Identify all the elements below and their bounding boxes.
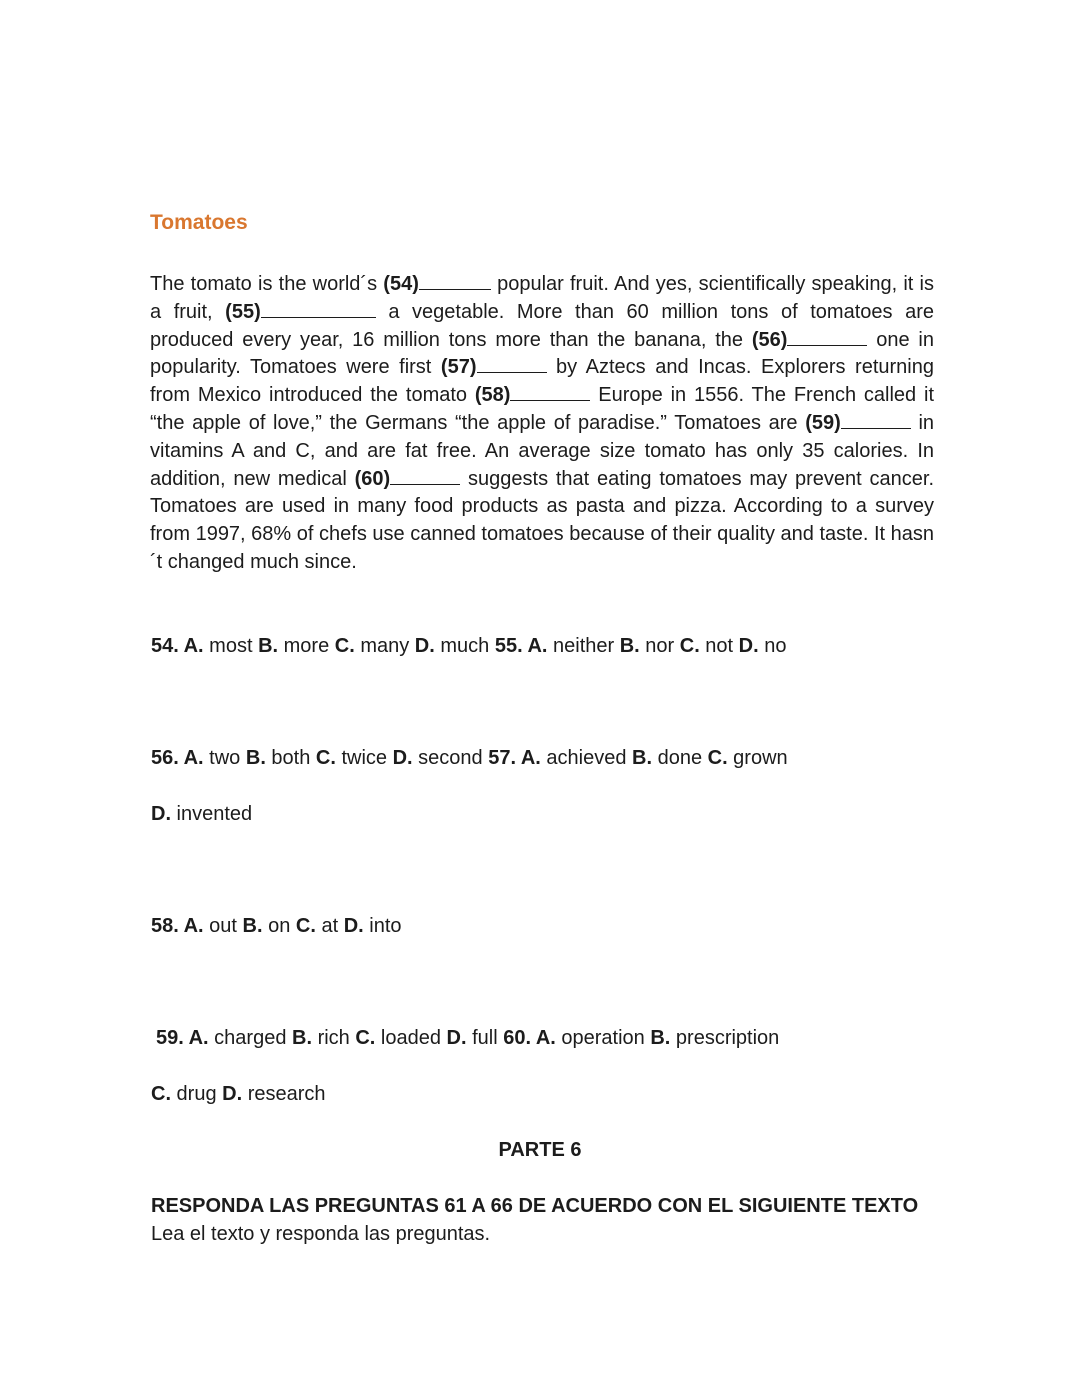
option-letter: D. — [222, 1083, 243, 1105]
answer-blank — [390, 467, 460, 485]
option-word: loaded — [375, 1027, 447, 1049]
option-letter: B. — [619, 635, 640, 657]
option-word: many — [354, 635, 415, 657]
option-letter: C. — [679, 635, 700, 657]
answer-blank — [477, 355, 547, 373]
options-59-60 — [156, 1027, 779, 1050]
option-word: no — [758, 635, 787, 657]
passage-segment: one in popularity. Tomatoes were first — [150, 328, 934, 379]
option-letter: B. — [242, 915, 263, 937]
option-word: much — [434, 635, 495, 657]
option-letter: D. — [738, 635, 759, 657]
option-word: neither — [547, 635, 620, 657]
instruction-text: Lea el texto y responda las preguntas. — [151, 1223, 491, 1245]
option-letter: 56. A. — [151, 747, 204, 769]
blank-number: (59) — [805, 411, 841, 434]
option-letter: D. — [392, 747, 413, 769]
option-letter: B. — [258, 635, 279, 657]
option-letter: 54. A. — [151, 635, 204, 657]
option-word: charged — [208, 1027, 293, 1049]
option-letter: B. — [245, 747, 266, 769]
option-letter: B. — [632, 747, 653, 769]
instruction-heading: RESPONDA LAS PREGUNTAS 61 A 66 DE ACUERDO CON EL SIGUIENTE TEXTO — [151, 1195, 919, 1217]
passage-segment: suggests that eating tomatoes may prevent cancer. Tomatoes are used in many food products as pasta and pizza. According to a survey from 1997, 68% of chefs use canned tomatoes because of their quality and taste. It hasn´t changed much since. — [150, 467, 934, 573]
option-word: done — [652, 747, 708, 769]
option-letter: 58. A. — [151, 915, 204, 937]
option-letter: D. — [343, 915, 364, 937]
option-word: rich — [312, 1027, 356, 1049]
option-word: most — [203, 635, 259, 657]
option-word: prescription — [670, 1027, 780, 1049]
option-letter: C. — [295, 915, 316, 937]
answer-blank — [261, 300, 376, 318]
option-letter: D. — [151, 803, 171, 825]
option-word: out — [203, 915, 243, 937]
option-letter: C. — [151, 1083, 171, 1105]
option-letter: C. — [315, 747, 336, 769]
option-word: operation — [555, 1027, 651, 1049]
answer-blank — [419, 272, 491, 290]
option-word: into — [363, 915, 402, 937]
option-word: drug — [171, 1083, 223, 1105]
option-word: more — [278, 635, 335, 657]
passage-segment: popular fruit. And yes, scientifically speaking, it is a fruit, — [150, 273, 934, 323]
answer-blank — [841, 411, 911, 429]
blank-number: (57) — [440, 356, 477, 379]
option-word: grown — [727, 747, 788, 769]
option-letter: C. — [334, 635, 355, 657]
blank-number: (55) — [225, 300, 261, 323]
option-letter: B. — [650, 1027, 671, 1049]
passage-segment: The tomato is the world´s — [150, 273, 384, 295]
passage-segment: by Aztecs and Incas. Explorers returning from Mexico introduced the tomato — [150, 356, 934, 407]
option-word: nor — [639, 635, 680, 657]
option-word: full — [466, 1027, 504, 1049]
answer-blank — [787, 328, 867, 346]
option-word: both — [265, 747, 316, 769]
option-letter: B. — [292, 1027, 313, 1049]
passage-segment: a vegetable. More than 60 million tons of tomatoes are produced every year, 16 million tons more than the banana, the — [150, 300, 934, 351]
option-word: not — [699, 635, 739, 657]
options-56-57 — [151, 747, 788, 770]
options-57-continued — [151, 803, 252, 826]
option-letter: C. — [355, 1027, 376, 1049]
option-word: research — [242, 1083, 326, 1105]
option-letter: D. — [414, 635, 435, 657]
passage-segment: Europe in 1556. The French called it “the apple of love,” the Germans “the apple of paradise.” Tomatoes are — [150, 384, 935, 434]
blank-number: (58) — [474, 384, 511, 407]
passage-title: Tomatoes — [150, 211, 248, 234]
option-letter: 55. A. — [494, 635, 548, 657]
option-letter: 57. A. — [488, 747, 541, 769]
section-heading: PARTE 6 — [498, 1139, 582, 1161]
option-word: invented — [171, 803, 253, 825]
blank-number: (60) — [354, 467, 391, 490]
option-word: second — [412, 747, 489, 769]
option-word: twice — [335, 747, 393, 769]
option-word: at — [315, 915, 344, 937]
answer-blank — [510, 383, 590, 401]
option-word: two — [203, 747, 246, 769]
passage-text — [150, 271, 934, 577]
options-54-55 — [151, 635, 786, 658]
option-word: achieved — [540, 747, 633, 769]
option-letter: C. — [707, 747, 728, 769]
blank-number: (54) — [383, 273, 419, 295]
passage-segment: in vitamins A and C, and are fat free. An average size tomato has only 35 calories. In addition, new medical — [150, 411, 935, 490]
blank-number: (56) — [751, 328, 788, 351]
options-58 — [151, 915, 402, 938]
option-word: on — [262, 915, 296, 937]
option-letter: D. — [446, 1027, 467, 1049]
option-letter: 60. A. — [503, 1027, 556, 1049]
option-letter: 59. A. — [156, 1027, 209, 1049]
options-60-continued — [151, 1083, 326, 1106]
